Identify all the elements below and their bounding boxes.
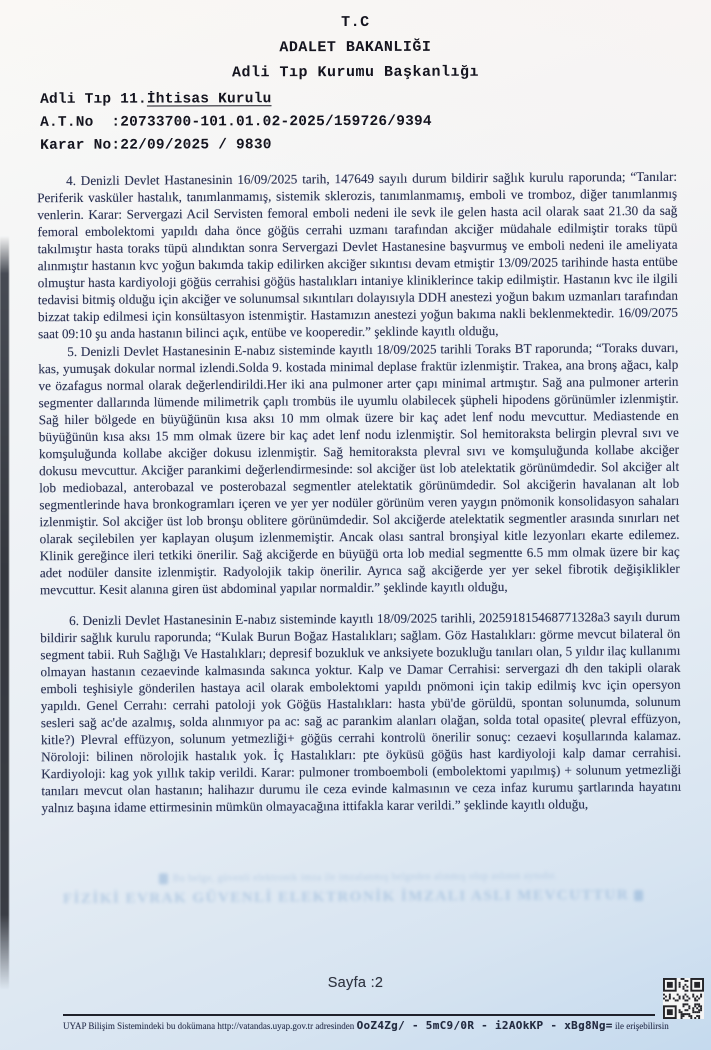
access-codes: OoZ4Zg/ - 5mC9/0R - i2AOkKP - xBg8Ng= bbox=[356, 1019, 613, 1032]
scan-edge-artifact bbox=[0, 236, 9, 990]
access-prefix: UYAP Bilişim Sistemindeki bu dokümana http://vatandas.uyap.gov.tr adresinden bbox=[63, 1021, 357, 1031]
header-decision-no-line bbox=[40, 133, 711, 158]
file-no-value: 20733700-101.01.02-2025/159726/9394 bbox=[120, 113, 432, 131]
lock-icon bbox=[634, 890, 643, 901]
board-prefix: Adli Tıp 11. bbox=[40, 91, 147, 108]
document-header bbox=[0, 0, 711, 158]
header-institution: Adli Tıp Kurumu Başkanlığı bbox=[231, 63, 480, 82]
board-name: İhtisas Kurulu bbox=[146, 91, 272, 108]
access-suffix: ile erişebilirsin bbox=[612, 1021, 669, 1031]
document-body bbox=[37, 168, 681, 816]
seal-icon bbox=[159, 874, 168, 885]
paragraph-4: 4. Denizli Devlet Hastanesinin 16/09/2025 tarih, 147649 sayılı durum bildirir sağlık kurulu raporunda; “Tanılar: Periferik vasküler hastalık, tanımlanmamış, sistemik sklerozis, tanımlanmamış, emboli ve tromboz, diğer tanımlanmış venlerin. Karar: Servergazi Acil Servisten femoral emboli nedeni ile sevk ile gelen hasta acil olarak saat 21.30 da sağ femoral embolektomi yapıldı daha önce göğüs cerrahi uzmanı tarafından akciğer müdahale edilmiştir toraks tüpü takılmıştır hasta toraks tüpü alındıktan sonra Servergazi Devlet Hastanesine başvurmuş ve emboli nedeni ile ameliyata alınmıştır hastanın kvc yoğun bakımda takip edilirken akciğer sıkıntısı devam etmiştir 13/09/2025 tarihinde hasta entübe olmuştur hasta kardiyoloji göğüs cerrahisi göğüs hastalıkları intaniye kliniklerince takip edilmiştir. Hastanın kvc ile ilgili tedavisi bitmiş olduğu için akciğer ve solunumsal sıkıntıları dolayısıyla DDH anestezi yoğun bakım uzmanları tarafından bizzat takip edilmesi için konsültasyon istenmiştir. Hastamızın anestezi yoğun bakıma nakli beklenmektedir. 16/09/2075 saat 09:10 şu anda hastanın bilinci açık, entübe ve kooperedir.” şeklinde kayıtlı olduğu, bbox=[37, 168, 679, 342]
uyap-access-line bbox=[63, 1019, 669, 1032]
file-no-label: A.T.No : bbox=[40, 114, 121, 131]
header-republic: T.C bbox=[341, 13, 370, 32]
qr-code bbox=[663, 977, 704, 1020]
header-board-line bbox=[40, 87, 711, 112]
decision-no-value: 22/09/2025 / 9830 bbox=[120, 137, 272, 154]
footer-divider bbox=[63, 1014, 655, 1016]
watermark-line1: Bu belge, güvenli elektronik imza ile imzalanmış belgeden alınmış olup aslının aynıdır. bbox=[172, 870, 558, 885]
watermark-line2: FİZİKİ EVRAK GÜVENLİ ELEKTRONİK İMZALI ASLI MEVCUTTUR bbox=[62, 887, 630, 908]
decision-no-label: Karar No: bbox=[40, 137, 121, 154]
paragraph-5: 5. Denizli Devlet Hastanesinin E-nabız sisteminde kayıtlı 18/09/2025 tarihli Toraks BT raporunda; “Toraks duvarı, kas, yumuşak dokular normal izlendi.Solda 9. kostada minimal deplase fraktür izlenmiştir. Trakea, ana bronş ağacı, kalp ve özafagus normal olarak değerlendirildi.Her iki ana pulmoner arter çapı minimal artmıştır. Sağ ana pulmoner arterin segmenter dallarında lümende milimetrik çaplı trombüs ile uyumlu olabilecek şüpheli hipodens görünümler izlenmiştir. Sağ hiler bölgede en büyüğünün kısa aksı 10 mm olmak üzere bir kaç adet lenf nodu mevcuttur. Mediastende en büyüğünün kısa aksı 15 mm olmak üzere bir kaç adet lenf nodu izlenmiştir. Sol hemitoraksta belirgin plevral sıvı ve komşuluğunda kollabe akciğer dokusu izlenmiştir. Sağ hemitoraksta plevral sıvı ve komşuluğunda kollabe akciğer dokusu mevcuttur. Akciğer parankimi değerlendirmesinde: sol akciğer üst lob atelektatik görünümdedir. Sol akciğer alt lob mediobazal, anterobazal ve posterobazal segmentler atelektatik görünümdedir. Sol akciğerin havalanan alt lob segmentlerinde hava bronkogramları içeren ve yer yer nodüler görünüm veren yaygın pnömonik konsolidasyon sahaları izlenmiştir. Sol akciğer üst lob bronşu oblitere görünümdedir. Sol akciğerde atelektatik segmentler arasında sınırları net olarak seçilebilen yer kaplayan oluşum izlenmemiştir. Ancak olası santral bronşiyal kitle lezyonları ekarte edilemez. Klinik gereğince ileri tetkiki önerilir. Sağ akciğerde en büyüğü orta lob medial segmentte 6.5 mm olmak üzere bir kaç adet nodüler dansite izlenmiştir. Radyolojik takip önerilir. Ayrıca sağ akciğerde yer yer sekel fibrotik değişiklikler mevcuttur. Kesit alanına giren üst abdominal yapılar normaldir.” şeklinde kayıtlı olduğu, bbox=[38, 339, 680, 598]
header-file-no-line bbox=[40, 110, 711, 135]
header-ministry: ADALET BAKANLIĞI bbox=[279, 38, 432, 57]
page-number: Sayfa :2 bbox=[327, 975, 384, 991]
paragraph-6: 6. Denizli Devlet Hastanesinin E-nabız sisteminde kayıtlı 18/09/2025 tarihli, 202591815468771328a3 sayılı durum bildirir sağlık kurulu raporunda; “Kulak Burun Boğaz Hastalıkları; sağlam. Göz Hastalıkları: görme mevcut bilateral ön segment tabii. Ruh Sağlığı Ve Hastalıkları; depresif bozukluk ve anksiyete bozukluğu tanıları olan, 5 yıldır ilaç kullanımı olmayan hastanın cezaevinde kalmasında sakınca yoktur. Kalp ve Damar Cerrahisi: servergazi dh den takipli olarak emboli teşhisiyle gönderilen hastaya acil olarak embolektomi yapıldı pnömoni için takip edilmiş kvc için opersyon yapıldı. Genel Cerrahı: cerrahi patoloji yok Göğüs Hastalıkları: hasta ybü'de görüldü, spontan solunumda, solunum sesleri sağ ac'de azalmış, solda alınmıyor pa ac: sağ ac parankim alanları olağan, solda total opasite( plevral effüzyon, kitle?) Plevral effüzyon, solunum yetmezliği+ göğüs cerrahi kontrolü önerilir sonuç: cezaevi koşullarında kalamaz. Nöroloji: bilinen nörolojik hastalık yok. İç Hastalıkları: pte öyküsü göğüs hast kardiyoloji kalp damar cerrahisi. Kardiyoloji: kag yok yıllık takip verildi. Karar: pulmoner tromboemboli (embolektomi yapılmış) + solunum yetmezliği tanıları mevcut olan hastanın; halihazır durumu ile ceza evinde kalmasının ve ceza infaz kurumu şartlarında hayatını yalnız başına idame ettirmesinin mümkün olmayacağına ittifakla karar verildi.” şeklinde kayıtlı olduğu, bbox=[40, 608, 682, 816]
e-signature-watermark bbox=[0, 870, 711, 909]
